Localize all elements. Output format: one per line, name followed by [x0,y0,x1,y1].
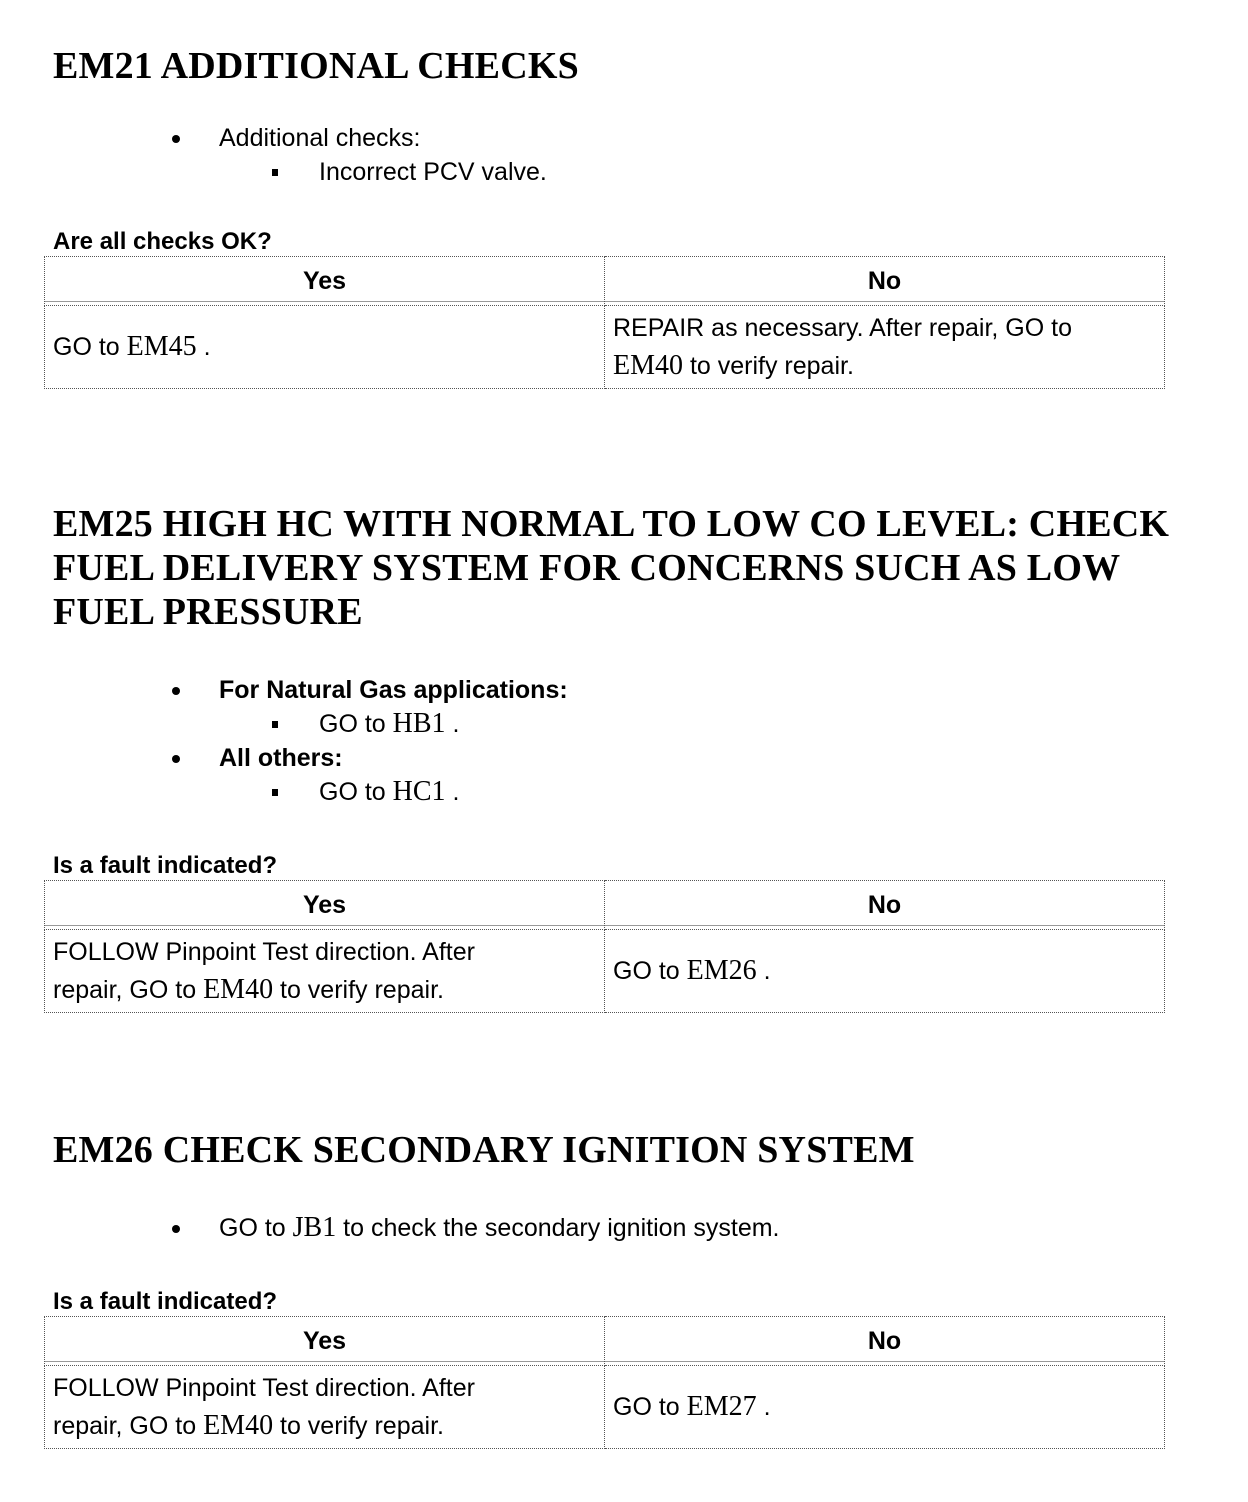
no-cell: GO to EM27 . [605,1366,1165,1449]
bullet-item [219,674,1248,742]
no-header: No [605,257,1165,306]
bullet-text: Additional checks: [219,124,421,152]
section-title: EM21 ADDITIONAL CHECKS [53,45,579,87]
yes-header: Yes [45,881,605,930]
bullet-text: For Natural Gas applications: [219,676,568,704]
no-cell: REPAIR as necessary. After repair, GO to EM40 to verify repair. [605,306,1165,389]
yes-header: Yes [45,1317,605,1366]
bullet-item: GO to JB1 to check the secondary ignition system. [219,1212,1248,1244]
bullet-list [0,122,1248,190]
bullet-item [219,742,1248,810]
sub-bullet-item: GO to HB1 . [319,706,1248,742]
section-em25 [0,502,1248,1013]
section-title: EM26 CHECK SECONDARY IGNITION SYSTEM [53,1129,915,1171]
sub-bullet-list [219,774,1248,810]
step-link-em27[interactable]: EM27 [686,1391,757,1422]
yes-cell: GO to EM45 . [45,306,605,389]
step-link-jb1[interactable]: JB1 [292,1212,337,1243]
bullet-item [219,122,1248,190]
bullet-list [0,674,1248,810]
yes-header: Yes [45,257,605,306]
yes-no-table [44,1316,1165,1449]
step-link-em40[interactable]: EM40 [203,1409,274,1441]
yes-no-table [44,256,1165,389]
step-link-em45[interactable]: EM45 [126,331,197,362]
step-link-em26[interactable]: EM26 [686,955,757,986]
yes-cell: FOLLOW Pinpoint Test direction. After repair, GO to EM40 to verify repair. [45,930,605,1013]
no-header: No [605,1317,1165,1366]
yes-no-table [44,880,1165,1013]
question: Is a fault indicated? [53,1288,278,1315]
no-cell: GO to EM26 . [605,930,1165,1013]
sub-bullet-item: Incorrect PCV valve. [319,154,1248,190]
section-title: EM25 HIGH HC WITH NORMAL TO LOW CO LEVEL: CHECK FUEL DELIVERY SYSTEM FOR CONCERNS SUCH AS LOW FUEL PRESSURE [53,503,1170,633]
sub-bullet-list [219,154,1248,190]
question: Are all checks OK? [53,228,272,255]
question: Is a fault indicated? [53,852,278,879]
bullet-text: All others: [219,744,343,772]
no-header: No [605,881,1165,930]
bullet-list [0,1212,1248,1244]
sub-bullet-item: GO to HC1 . [319,774,1248,810]
section-em26 [0,1128,1248,1449]
step-link-em40[interactable]: EM40 [203,973,274,1005]
yes-cell: FOLLOW Pinpoint Test direction. After repair, GO to EM40 to verify repair. [45,1366,605,1449]
step-link-hb1[interactable]: HB1 [392,708,446,739]
sub-bullet-list [219,706,1248,742]
section-em21 [0,44,1248,389]
step-link-hc1[interactable]: HC1 [392,776,446,807]
step-link-em40[interactable]: EM40 [613,349,683,381]
